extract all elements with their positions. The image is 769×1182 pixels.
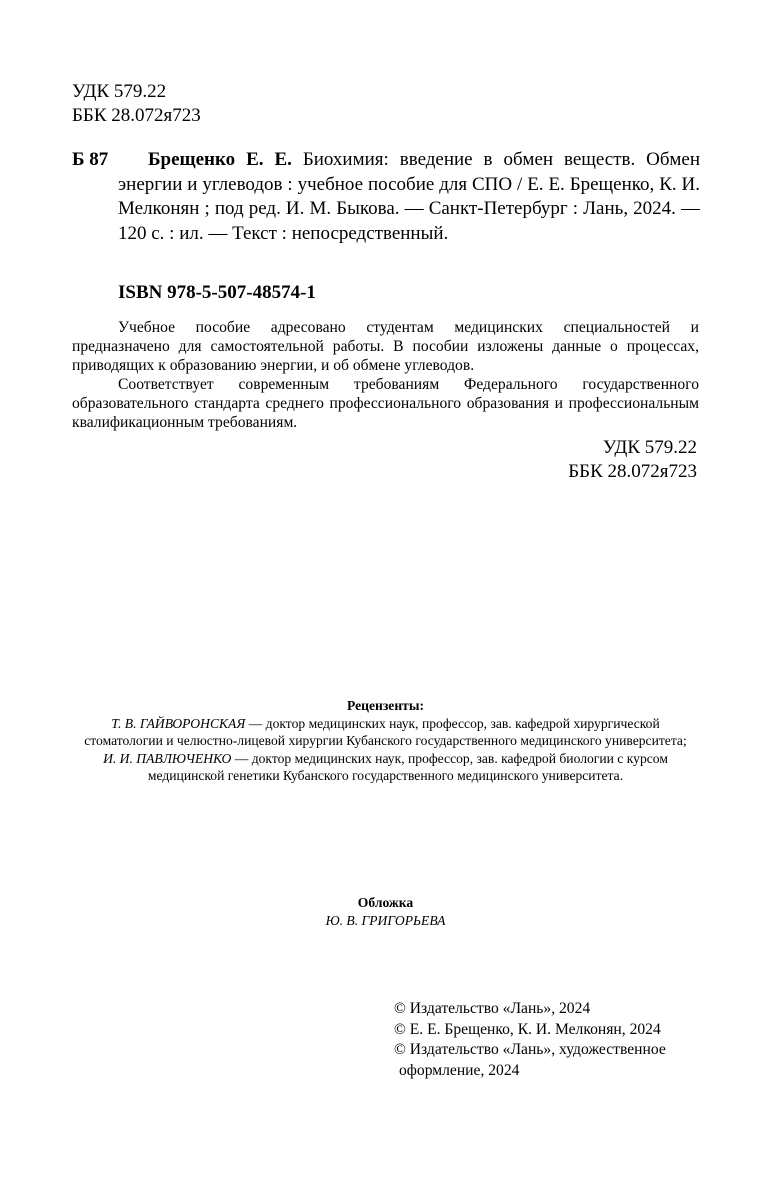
reviewer-name: И. И. ПАВЛЮЧЕНКО (103, 750, 232, 766)
udk-code: УДК 579.22 (72, 81, 167, 102)
bibliographic-description (118, 148, 700, 246)
isbn: ISBN 978-5-507-48574-1 (118, 282, 316, 303)
copyright-block (394, 999, 666, 1081)
copyright-line: © Е. Е. Брещенко, К. И. Мелконян, 2024 (394, 1020, 661, 1038)
reviewer-name: Т. В. ГАЙВОРОНСКАЯ (111, 715, 246, 731)
udk-header-block (72, 80, 201, 128)
udk-code: УДК 579.22 (602, 437, 697, 458)
copyright-line: © Издательство «Лань», 2024 (394, 1000, 591, 1017)
bibliographic-record (72, 148, 700, 246)
reviewers-heading: Рецензенты: (346, 698, 424, 713)
reviewer-entry (72, 715, 699, 750)
cover-credit (72, 894, 699, 929)
reviewers-block (72, 697, 699, 785)
copyright-line: © Издательство «Лань», художественное (394, 1041, 666, 1058)
bbk-code: ББК 28.072я723 (72, 105, 201, 126)
bibliographic-body: Биохимия: введение в обмен веществ. Обмен энергии и углеводов : учебное пособие для СПО / Е. Е. Брещенко, К. И. Мелконян ; под ред. И. М. Быкова. — Санкт-Петербург : Лань, 2024. — 120 с. : ил. — Текст : непосредственный. (118, 149, 701, 244)
copyright-line: оформление, 2024 (399, 1061, 520, 1079)
annotation-paragraph: Учебное пособие адресовано студентам медицинских специальностей и предназначено для самостоятельной работы. В пособии изложены данные о процессах, приводящих к образованию энергии, и об обмене углеводов. (72, 319, 699, 374)
author-name: Брещенко Е. Е. (148, 149, 292, 170)
cover-designer: Ю. В. ГРИГОРЬЕВА (325, 912, 446, 928)
reviewer-description: — доктор медицинских наук, профессор, зав. кафедрой биологии с курсом медицинской генетики Кубанского государственного медицинского университета. (147, 750, 668, 783)
reviewer-entry (72, 750, 699, 785)
reviewer-description: — доктор медицинских наук, профессор, зав. кафедрой хирургической стоматологии и челюстно-лицевой хирургии Кубанского государственного медицинского университета; (84, 715, 687, 748)
annotation-paragraph: Соответствует современным требованиям Федерального государственного образовательного стандарта среднего профессионального образования и профессиональным квалификационным требованиям. (72, 376, 699, 431)
annotation (72, 318, 699, 432)
author-mark: Б 87 (72, 149, 109, 170)
udk-footer-block (568, 436, 697, 484)
cover-heading: Обложка (357, 895, 414, 910)
bbk-code: ББК 28.072я723 (568, 461, 697, 482)
